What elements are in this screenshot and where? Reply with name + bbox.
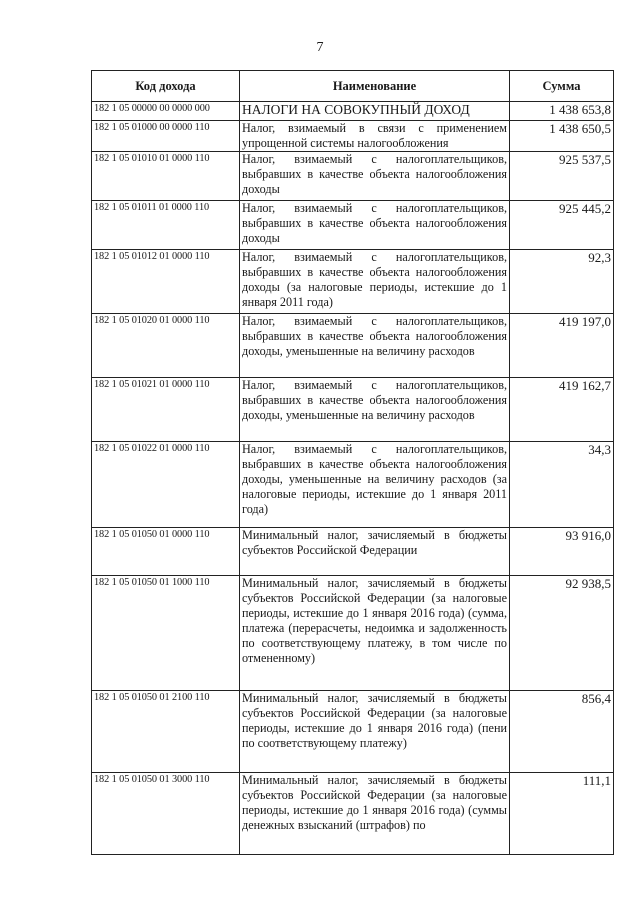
table-row <box>92 314 614 378</box>
revenue-code: 182 1 05 01010 01 0000 110 <box>92 152 240 201</box>
revenue-sum: 419 197,0 <box>510 314 614 378</box>
revenue-sum: 925 537,5 <box>510 152 614 201</box>
page-number: 7 <box>316 40 324 55</box>
table-row <box>92 250 614 314</box>
revenue-sum: 34,3 <box>510 442 614 528</box>
table-row <box>92 442 614 528</box>
revenue-code: 182 1 05 01050 01 0000 110 <box>92 528 240 576</box>
revenue-name: НАЛОГИ НА СОВОКУПНЫЙ ДОХОД <box>240 102 510 121</box>
revenue-sum: 93 916,0 <box>510 528 614 576</box>
revenue-code: 182 1 05 01050 01 3000 110 <box>92 773 240 855</box>
revenue-name: Минимальный налог, зачисляемый в бюджеты субъектов Российской Федерации (за налоговые периоды, истекшие до 1 января 2016 года) (суммы денежных взысканий (штрафов) по <box>240 773 510 855</box>
header-name: Наименование <box>240 71 510 102</box>
revenue-sum: 856,4 <box>510 691 614 773</box>
revenue-name: Налог, взимаемый с налогоплательщиков, выбравших в качестве объекта налогообложения доходы (за налоговые периоды, истекшие до 1 января 2011 года) <box>240 250 510 314</box>
revenue-sum: 925 445,2 <box>510 201 614 250</box>
revenue-name: Налог, взимаемый с налогоплательщиков, выбравших в качестве объекта налогообложения доходы, уменьшенные на величину расходов <box>240 314 510 378</box>
revenue-code: 182 1 05 01050 01 1000 110 <box>92 576 240 691</box>
table-row <box>92 576 614 691</box>
table-row <box>92 121 614 152</box>
header-sum: Сумма <box>510 71 614 102</box>
revenue-code: 182 1 05 01021 01 0000 110 <box>92 378 240 442</box>
revenue-code: 182 1 05 01011 01 0000 110 <box>92 201 240 250</box>
revenue-code: 182 1 05 01022 01 0000 110 <box>92 442 240 528</box>
revenue-code: 182 1 05 01020 01 0000 110 <box>92 314 240 378</box>
revenue-name: Налог, взимаемый с налогоплательщиков, выбравших в качестве объекта налогообложения доходы, уменьшенные на величину расходов <box>240 378 510 442</box>
revenue-name: Налог, взимаемый с налогоплательщиков, выбравших в качестве объекта налогообложения доходы, уменьшенные на величину расходов (за налоговые периоды, истекшие до 1 января 2011 года) <box>240 442 510 528</box>
revenue-name: Минимальный налог, зачисляемый в бюджеты субъектов Российской Федерации (за налоговые периоды, истекшие до 1 января 2016 года) (сумма, платежа (перерасчеты, недоимка и задолженность по соответствующему платежу, в том числе по отмененному) <box>240 576 510 691</box>
table-row <box>92 102 614 121</box>
revenue-code: 182 1 05 00000 00 0000 000 <box>92 102 240 121</box>
table-row <box>92 691 614 773</box>
table-row <box>92 773 614 855</box>
revenue-table <box>91 70 614 855</box>
revenue-sum: 92 938,5 <box>510 576 614 691</box>
revenue-name: Минимальный налог, зачисляемый в бюджеты субъектов Российской Федерации (за налоговые периоды, истекшие до 1 января 2016 года) (пени по соответствующему платежу) <box>240 691 510 773</box>
revenue-sum: 1 438 653,8 <box>510 102 614 121</box>
table-row <box>92 378 614 442</box>
table-row <box>92 152 614 201</box>
revenue-sum: 419 162,7 <box>510 378 614 442</box>
header-code: Код дохода <box>92 71 240 102</box>
revenue-name: Налог, взимаемый в связи с применением упрощенной системы налогообложения <box>240 121 510 152</box>
table-header-row <box>92 71 614 102</box>
revenue-name: Налог, взимаемый с налогоплательщиков, выбравших в качестве объекта налогообложения доходы <box>240 201 510 250</box>
revenue-sum: 1 438 650,5 <box>510 121 614 152</box>
revenue-sum: 92,3 <box>510 250 614 314</box>
revenue-code: 182 1 05 01000 00 0000 110 <box>92 121 240 152</box>
table-row <box>92 528 614 576</box>
revenue-sum: 111,1 <box>510 773 614 855</box>
table-row <box>92 201 614 250</box>
revenue-name: Минимальный налог, зачисляемый в бюджеты субъектов Российской Федерации <box>240 528 510 576</box>
revenue-name: Налог, взимаемый с налогоплательщиков, выбравших в качестве объекта налогообложения доходы <box>240 152 510 201</box>
revenue-code: 182 1 05 01050 01 2100 110 <box>92 691 240 773</box>
revenue-code: 182 1 05 01012 01 0000 110 <box>92 250 240 314</box>
